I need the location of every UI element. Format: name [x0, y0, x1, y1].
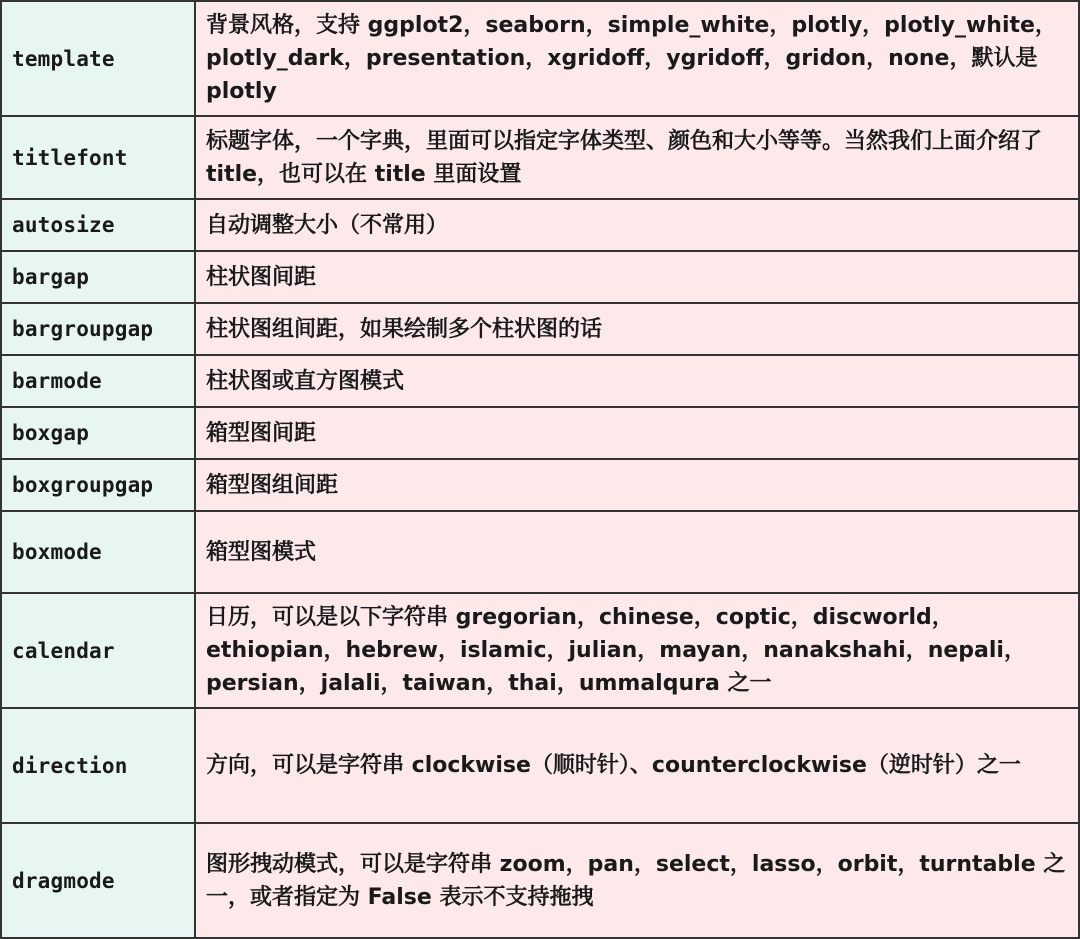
param-description: 柱状图组间距，如果绘制多个柱状图的话 [195, 303, 1079, 355]
table-row [1, 593, 1079, 708]
param-name: bargap [1, 251, 195, 303]
param-name: titlefont [1, 116, 195, 199]
param-description: 箱型图间距 [195, 407, 1079, 459]
table-row [1, 116, 1079, 199]
param-description: 图形拽动模式，可以是字符串 zoom，pan，select，lasso，orbit，turntable 之一，或者指定为 False 表示不支持拖拽 [195, 823, 1079, 938]
param-description: 箱型图模式 [195, 511, 1079, 593]
param-description: 箱型图组间距 [195, 459, 1079, 511]
table-row [1, 823, 1079, 938]
table-row [1, 407, 1079, 459]
param-name: barmode [1, 355, 195, 407]
table-row [1, 511, 1079, 593]
param-name: calendar [1, 593, 195, 708]
param-name: boxgap [1, 407, 195, 459]
table-row [1, 199, 1079, 251]
table-row [1, 251, 1079, 303]
param-name: bargroupgap [1, 303, 195, 355]
table-row [1, 1, 1079, 116]
param-description: 柱状图或直方图模式 [195, 355, 1079, 407]
param-description: 日历，可以是以下字符串 gregorian，chinese，coptic，discworld，ethiopian，hebrew，islamic，julian，mayan，nanakshahi，nepali，persian，jalali，taiwan，thai，ummalqura 之一 [195, 593, 1079, 708]
table-row [1, 303, 1079, 355]
table-row [1, 708, 1079, 823]
param-description: 方向，可以是字符串 clockwise（顺时针）、counterclockwise（逆时针）之一 [195, 708, 1079, 823]
param-description: 背景风格，支持 ggplot2，seaborn，simple_white，plotly，plotly_white，plotly_dark，presentation，xgridoff，ygridoff，gridon，none，默认是 plotly [195, 1, 1079, 116]
param-description: 标题字体，一个字典，里面可以指定字体类型、颜色和大小等等。当然我们上面介绍了 title，也可以在 title 里面设置 [195, 116, 1079, 199]
param-name: autosize [1, 199, 195, 251]
param-name: boxmode [1, 511, 195, 593]
param-name: dragmode [1, 823, 195, 938]
param-description: 柱状图间距 [195, 251, 1079, 303]
param-name: boxgroupgap [1, 459, 195, 511]
param-name: template [1, 1, 195, 116]
param-name: direction [1, 708, 195, 823]
table-row [1, 459, 1079, 511]
table-row [1, 355, 1079, 407]
param-description: 自动调整大小（不常用） [195, 199, 1079, 251]
